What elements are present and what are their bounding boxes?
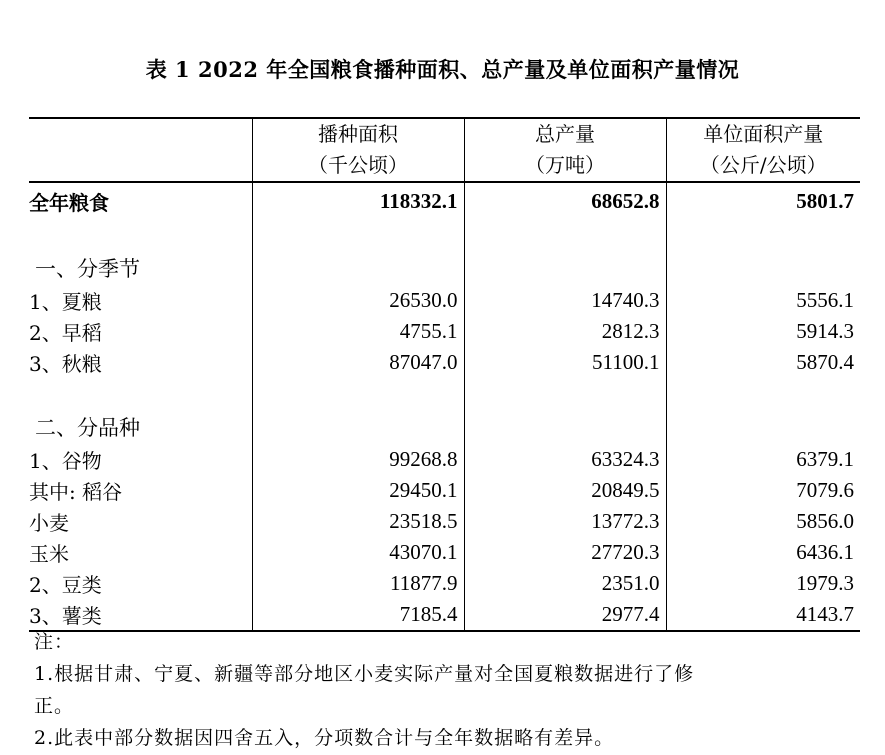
total-row <box>29 182 860 219</box>
yield-value: 6379.1 <box>666 444 860 475</box>
table-row <box>29 444 860 475</box>
yield-value: 1979.3 <box>666 568 860 599</box>
sown-area-value: 23518.5 <box>252 506 464 537</box>
total-output-value: 68652.8 <box>464 182 666 219</box>
section-heading: 一、分季节 <box>35 257 140 281</box>
grain-statistics-table <box>29 117 860 632</box>
header-total-output <box>464 118 666 182</box>
row-label: 玉米 <box>29 542 69 566</box>
row-label: 其中: 稻谷 <box>29 480 123 504</box>
row-label: 1、夏粮 <box>29 290 102 314</box>
row-label: 1、谷物 <box>29 449 102 473</box>
yield-value: 4143.7 <box>666 599 860 631</box>
sown-area-value: 7185.4 <box>252 599 464 631</box>
row-label: 全年粮食 <box>29 190 109 215</box>
table-row <box>29 316 860 347</box>
total-output-value: 20849.5 <box>464 475 666 506</box>
header-yield-title: 单位面积产量 <box>703 122 824 146</box>
header-category <box>29 118 252 182</box>
table-row <box>29 537 860 568</box>
table-row <box>29 347 860 378</box>
total-output-value: 51100.1 <box>464 347 666 378</box>
total-output-value: 2977.4 <box>464 599 666 631</box>
sown-area-value: 99268.8 <box>252 444 464 475</box>
header-yield <box>666 118 860 182</box>
yield-value: 7079.6 <box>666 475 860 506</box>
table-row <box>29 506 860 537</box>
note-1: 1.根据甘肃、宁夏、新疆等部分地区小麦实际产量对全国夏粮数据进行了修 <box>34 663 695 685</box>
row-label: 小麦 <box>29 511 69 535</box>
table-row <box>29 568 860 599</box>
header-sown-area-unit: （千公顷） <box>308 153 408 177</box>
notes-heading: 注： <box>34 631 75 653</box>
table-title: 表 1 2022 年全国粮食播种面积、总产量及单位面积产量情况 <box>145 57 740 82</box>
table-row <box>29 475 860 506</box>
note-2: 2.此表中部分数据因四舍五入，分项数合计与全年数据略有差异。 <box>34 727 615 749</box>
sown-area-value: 118332.1 <box>252 182 464 219</box>
total-output-value: 2812.3 <box>464 316 666 347</box>
notes <box>34 626 854 754</box>
sown-area-value: 11877.9 <box>252 568 464 599</box>
yield-value: 6436.1 <box>666 537 860 568</box>
total-output-value: 2351.0 <box>464 568 666 599</box>
header-sown-area <box>252 118 464 182</box>
sown-area-value: 29450.1 <box>252 475 464 506</box>
header-sown-area-title: 播种面积 <box>318 122 398 146</box>
yield-value: 5556.1 <box>666 285 860 316</box>
yield-value: 5914.3 <box>666 316 860 347</box>
header-total-output-unit: （万吨） <box>525 153 605 177</box>
table-row <box>29 285 860 316</box>
row-label: 3、秋粮 <box>29 352 102 376</box>
total-output-value: 27720.3 <box>464 537 666 568</box>
total-output-value: 63324.3 <box>464 444 666 475</box>
row-label: 2、早稻 <box>29 321 102 345</box>
note-1-continued: 正。 <box>34 695 75 717</box>
yield-value: 5870.4 <box>666 347 860 378</box>
spacer-row <box>29 219 860 247</box>
total-output-value: 13772.3 <box>464 506 666 537</box>
row-label: 2、豆类 <box>29 573 102 597</box>
sown-area-value: 26530.0 <box>252 285 464 316</box>
row-label: 3、薯类 <box>29 604 102 628</box>
yield-value: 5856.0 <box>666 506 860 537</box>
section-heading: 二、分品种 <box>35 416 140 440</box>
header-total-output-title: 总产量 <box>535 122 595 146</box>
section-heading-variety <box>29 406 860 444</box>
sown-area-value: 43070.1 <box>252 537 464 568</box>
yield-value: 5801.7 <box>666 182 860 219</box>
sown-area-value: 87047.0 <box>252 347 464 378</box>
header-yield-unit: （公斤/公顷） <box>699 153 827 177</box>
spacer-row <box>29 378 860 406</box>
header-row <box>29 118 860 182</box>
sown-area-value: 4755.1 <box>252 316 464 347</box>
section-heading-season <box>29 247 860 285</box>
total-output-value: 14740.3 <box>464 285 666 316</box>
